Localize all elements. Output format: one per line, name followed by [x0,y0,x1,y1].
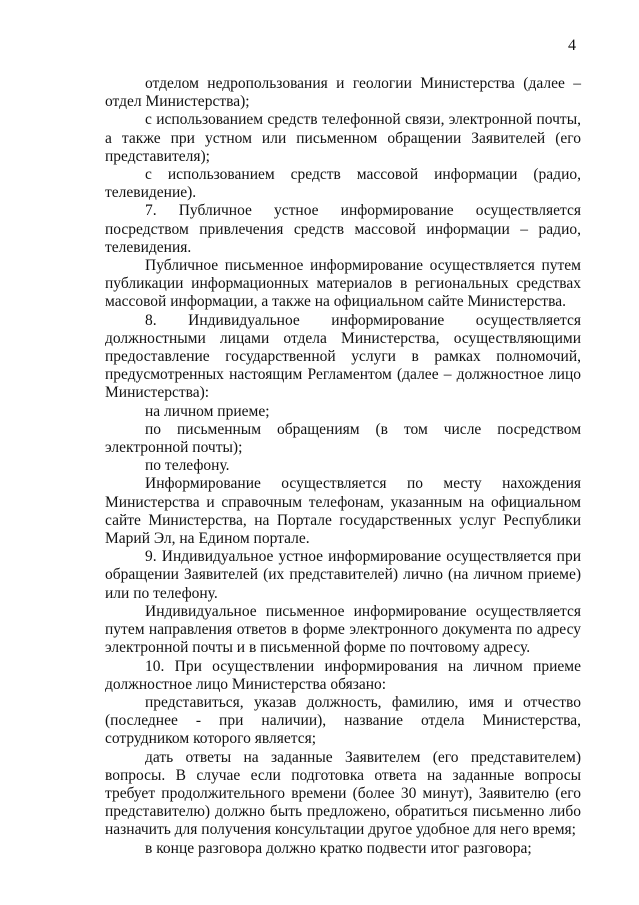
paragraph: в конце разговора должно кратко подвести итог разговора; [145,839,532,857]
paragraph: с использованием средств массовой информации (радио, телевидение). [105,166,581,202]
paragraph: по телефону. [145,457,230,475]
paragraph: Информирование осуществляется по месту нахождения Министерства и справочным телефонам, указанным на официальном сайте Министерства, на Портале государственных услуг Республики Марий Эл, на Едином портале. [105,475,581,548]
paragraph: дать ответы на заданные Заявителем (его представителем) вопросы. В случае если подготовка ответа на заданные вопросы требует продолжительного времени (более 30 минут), Заявителю (его представителю) должно быть предложено, обратиться письменно либо назначить для получения консультации другое удобное для него время; [105,748,581,839]
paragraph: отделом недропользования и геологии Министерства (далее – отдел Министерства); [105,75,581,111]
paragraph: 10. При осуществлении информирования на личном приеме должностное лицо Министерства обязано: [105,657,581,693]
page-number: 4 [568,37,576,54]
paragraph: 8. Индивидуальное информирование осуществляется должностными лицами отдела Министерства, осуществляющими предоставление государственной услуги в рамках полномочий, предусмотренных настоящим Регламентом (далее – должностное лицо Министерства): [105,311,581,402]
paragraph: 9. Индивидуальное устное информирование осуществляется при обращении Заявителей (их представителей) лично (на личном приеме) или по телефону. [105,548,581,602]
paragraph: с использованием средств телефонной связи, электронной почты, а также при устном или письменном обращении Заявителей (его представителя); [105,111,581,165]
paragraph: по письменным обращениям (в том числе посредством электронной почты); [105,420,581,457]
paragraph: Публичное письменное информирование осуществляется путем публикации информационных материалов в региональных средствах массовой информации, а также на официальном сайте Министерства. [105,257,581,311]
document-body [105,75,581,858]
paragraph: Индивидуальное письменное информирование осуществляется путем направления ответов в форме электронного документа по адресу электронной почты и в письменной форме по почтовому адресу. [105,602,581,657]
paragraph: представиться, указав должность, фамилию, имя и отчество (последнее - при наличии), название отдела Министерства, сотрудником которого является; [105,693,581,748]
paragraph: на личном приеме; [145,402,270,420]
paragraph: 7. Публичное устное информирование осуществляется посредством привлечения средств массовой информации – радио, телевидения. [105,202,581,256]
